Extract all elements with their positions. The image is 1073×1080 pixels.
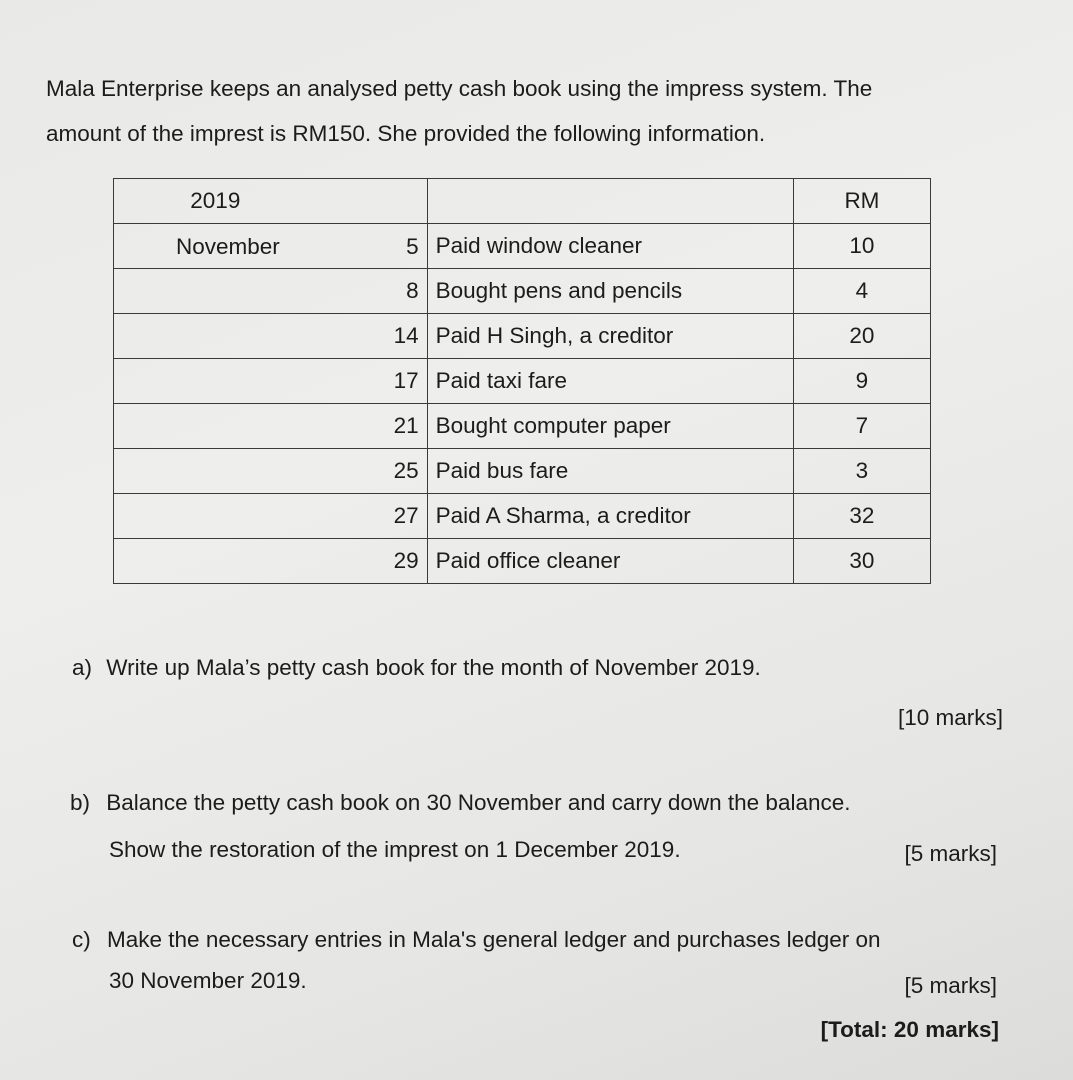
question-c-marks: [5 marks] [904, 973, 997, 998]
date-cell [114, 224, 428, 269]
question-b-marks: [5 marks] [904, 841, 997, 866]
table-row [114, 314, 931, 359]
day-cell: 29 [114, 539, 428, 584]
description-cell: Paid H Singh, a creditor [427, 314, 793, 359]
table-row [114, 224, 931, 269]
description-cell: Paid taxi fare [427, 359, 793, 404]
question-a-marks: [10 marks] [897, 705, 1003, 730]
table-row [114, 539, 931, 584]
question-c-line-1: Make the necessary entries in Mala's general ledger and purchases ledger on [107, 927, 881, 952]
description-cell: Paid A Sharma, a creditor [427, 494, 793, 539]
question-intro [46, 66, 1016, 156]
total-marks: [Total: 20 marks] [820, 1017, 999, 1042]
amount-cell: 3 [793, 449, 930, 494]
day-cell: 14 [114, 314, 428, 359]
day-cell: 27 [114, 494, 428, 539]
header-desc-cell [427, 179, 793, 224]
day-label: 5 [406, 234, 419, 259]
day-cell: 21 [114, 404, 428, 449]
question-b-line-2: Show the restoration of the imprest on 1 December 2019. [109, 837, 681, 862]
question-b-line-1: Balance the petty cash book on 30 November and carry down the balance. [106, 790, 851, 815]
description-cell: Paid office cleaner [427, 539, 793, 584]
amount-cell: 4 [793, 269, 930, 314]
amount-cell: 9 [793, 359, 930, 404]
amount-cell: 20 [793, 314, 930, 359]
question-c-label: c) [72, 927, 91, 952]
description-cell: Paid bus fare [427, 449, 793, 494]
table-row [114, 269, 931, 314]
table-row [114, 494, 931, 539]
currency-header-cell: RM [793, 179, 930, 224]
amount-cell: 10 [793, 224, 930, 269]
amount-cell: 32 [793, 494, 930, 539]
month-label: November [176, 234, 280, 259]
question-a [72, 655, 761, 681]
intro-line-1: Mala Enterprise keeps an analysed petty cash book using the impress system. The [46, 76, 873, 101]
year-cell: 2019 [114, 179, 428, 224]
intro-line-2: amount of the imprest is RM150. She provided the following information. [46, 121, 766, 146]
table-row [114, 359, 931, 404]
table-row [114, 449, 931, 494]
day-cell: 8 [114, 269, 428, 314]
petty-cash-transactions-table [113, 178, 931, 584]
question-c-line-2: 30 November 2019. [109, 968, 307, 993]
table-row [114, 404, 931, 449]
amount-cell: 7 [793, 404, 930, 449]
day-cell: 25 [114, 449, 428, 494]
description-cell: Paid window cleaner [427, 224, 793, 269]
question-a-label: a) [72, 655, 93, 680]
description-cell: Bought computer paper [427, 404, 793, 449]
question-b-label: b) [70, 790, 91, 815]
question-a-text: Write up Mala’s petty cash book for the month of November 2019. [106, 655, 761, 680]
amount-cell: 30 [793, 539, 930, 584]
question-b [70, 790, 851, 816]
description-cell: Bought pens and pencils [427, 269, 793, 314]
question-c [72, 927, 881, 953]
day-cell: 17 [114, 359, 428, 404]
table-header-row [114, 179, 931, 224]
